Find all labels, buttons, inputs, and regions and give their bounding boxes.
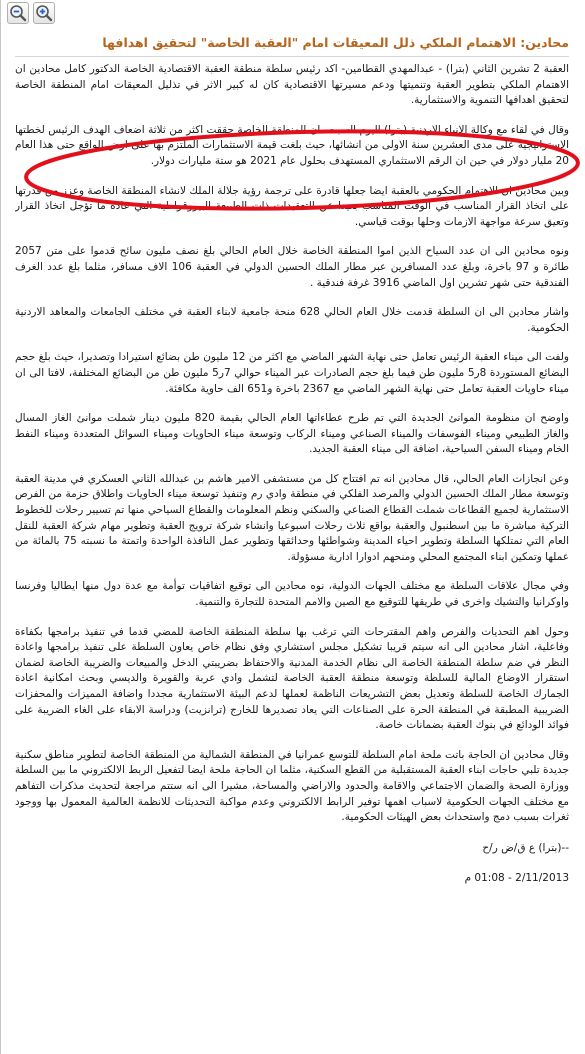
article-paragraph: ولفت الى ميناء العقبة الرئيس تعامل حتى نهاية الشهر الماضي مع اكثر من 12 مليون طن بضائع استيرادا وتصديرا، حيث بلغ حجم البضائع المستوردة 8ر5 مليون طن فيما بلغ حجم الصادرات عبر الميناء حوالي 7ر5 مليون طن من البضائع المختلفة، لافتا الى ان ميناء حاويات العقبة تعامل حتى نهاية الشهر الماضي مع 2367 باخرة و651 الف حاوية مكافئة. [15, 351, 569, 395]
article-paragraph: ونوه محادين الى ان عدد السياح الذين اموا المنطقة الخاصة خلال العام الحالي بلغ نصف مليون سائح قدموا على متن 2057 طائرة و 97 باخرة، وبلغ عدد المسافرين عبر مطار الملك الحسين الدولي في العقبة 106 الاف مسافر، مثلما بلغ عدد الغرف الفندقية حتى شهر تشرين اول الماضي 3916 غرفة فندقية . [15, 245, 569, 289]
article-paragraph: وعن انجازات العام الحالي، قال محادين انه تم افتتاح كل من مستشفى الامير هاشم بن عبدالله الثاني العسكري في مدينة العقبة وتوسعة مطار الملك الحسين الدولي والمرصد الفلكي في منطقة وادي رم وتنفيذ توسعة ميناء الحاويات واطلاق حزمة من الفرص الاستثمارية لجميع القطاعات شملت القطاع الصناعي والسكني ونظم المعلومات والقطاع السياحي منها تم تسيير رحلات للخطوط التركية مباشرة ما بين اسطنبول والعقبة بواقع ثلاث رحلات اسبوعيا وانشاء شركة ترويج العقبة وتطوير مهام شركة العقبة للنقل العام التي تمتلكها السلطة وتطوير احياء المدينة وشواطئها وحدائقها وتطوير عمل النافذة الواحدة واتمتة ما نسبته 75 بالمائة من عملها وتمكين ابناء المجتمع المحلي ومنحهم ادوارا ادارية مسؤولة. [15, 472, 569, 563]
article-paragraph: واوضح ان منظومة الموانئ الجديدة التي تم طرح عطاءاتها العام الحالي بقيمة 820 مليون دينار شملت موانئ الغاز المسال والغاز الطبيعي وميناء الفوسفات والميناء الصناعي وميناء الركاب وتوسعة ميناء الحاويات وميناء السوائل المتعددة وميناء النفط الخام وميناء السفن السياحية، اضافة الى ميناء العقبة الجديد. [15, 412, 569, 456]
article-paragraph: وحول اهم التحديات والفرص واهم المقترحات التي ترغب بها سلطة المنطقة الخاصة للمضي قدما في تنفيذ برامجها بكفاءة وفاعلية، اشار محادين الى انه سيتم قريبا تشكيل مجلس استشاري وفق نظام خاص يعاون السلطة على تنفيذ برامجها واعادة النظر في ضم سلطة المنطقة الخاصة الى نظام الخدمة المدنية والاحتفاظ بضريبتي الدخل والمبيعات والضريبة الخاصة لضمان استقرار الاوضاع المالية للسلطة وتوسعة منطقة العقبة الخاصة لتشمل وادي عربة والقويرة والديسي وبحث امكانية اعادة الجمارك الخاصة للسلطة وتعديل بعض التشريعات الناظمة لعملها لدعم البيئة الاستثمارية مجددا واضافة المميزات والمحفزات الضريبية المطبقة في المنطقة الحرة على الصناعات التي يعاد تصديرها للخارج (ترانزيت) ودراسة الابقاء على الغاء الضريبة على فوائد الودائع في بنوك العقبة بضمانات خاصة. [15, 625, 569, 732]
article-body [15, 62, 569, 1048]
article-paragraph: العقبة 2 تشرين الثاني (بترا) - عبدالمهدي القطامين- اكد رئيس سلطة منطقة العقبة الاقتصادية الخاصة الدكتور كامل محادين ان الاهتمام الملكي بتطوير العقبة وتنميتها ودعم مسيرتها الاقتصادية كان له كبير الاثر في تذليل المعيقات امام المنطقة الخاصة لتحقيق اهدافها التنموية والاستثمارية. [15, 63, 569, 107]
article-signature: --(بترا) ع ق/ض ر/ح [482, 841, 569, 854]
article-timestamp: 2/11/2013 - 01:08 م [464, 871, 569, 884]
zoom-out-button[interactable] [7, 2, 29, 24]
article-paragraph: وقال محادين ان الحاجة باتت ملحة امام السلطة للتوسع عمرانيا في المنطقة الشمالية من المنطقة الخاصة لتطوير مناطق سكنية جديدة تلبي حاجات ابناء العقبة المستقبلية من القطع السكنية، مثلما ان الحاجة ملحة ايضا لتفعيل الربط الالكتروني ما بين السلطة ووزارة الصحة والضمان الاجتماعي والاقامة والحدود والاراضي والمساحة، مشيرا الى انه ستتم مراجعة لتحديث مذكرات التفاهم مع مختلف الجهات الحكومية لاسباب اهمها توفير الرابط الالكتروني وعدم مواكبة التحديثات للانظمة العالمية المعمول بها ووجود ثغرات بسبب دمج واستحداث بعض الهيئات الحكومية. [15, 748, 569, 824]
article-title: محادين: الاهتمام الملكي ذلل المعيقات امام "العقبة الخاصة" لتحقيق اهدافها [15, 34, 569, 57]
article-paragraph: وبين محادين ان الاهتمام الحكومي بالعقبة ايضا جعلها قادرة على ترجمة رؤية جلالة الملك لانشاء المنطقة الخاصة وعزز من قدرتها على اتخاذ القرار المناسب في الوقت المناسب بعيدا عن التعقيدات ذات الطبيعة البيروقراطية التي عادة ما تؤجل اتخاذ القرار وتعيق سرعة مواجهة الازمات وحلها بوقت قياسي. [15, 184, 569, 228]
article-paragraph: واشار محادين الى ان السلطة قدمت خلال العام الحالي 628 منحة جامعية لابناء العقبة في مختلف الجامعات والمعاهد الاردنية الحكومية. [15, 306, 569, 334]
zoom-toolbar [7, 2, 55, 28]
zoom-out-magnifier-icon [9, 4, 27, 22]
zoom-in-button[interactable] [33, 2, 55, 24]
article-paragraph: وفي مجال علاقات السلطة مع مختلف الجهات الدولية، نوه محادين الى توقيع اتفاقيات توأمة مع عدة دول منها ايطاليا وفرنسا واوكرانيا والتشيك واخرى في طريقها للتوقيع مع الصين والامم المتحدة للتجارة والتنمية. [15, 580, 569, 609]
article-paragraph: وقال في لقاء مع وكالة الانباء الاردنية (بترا) اليوم السبت، ان المنطقة الخاصة حققت اكثر من ثلاثة اضعاف الهدف الرئيس لخطتها الاستراتيجية على مدى العشرين سنة الاولى من انشائها، حيث بلغت قيمة الاستثمارات الملتزم بها على ارض الواقع حتى هذا العام 20 مليار دولار في حين ان الرقم الاستثماري المستهدف بحلول عام 2021 هو ستة مليارات دولار. [15, 123, 569, 167]
zoom-in-magnifier-icon [35, 4, 53, 22]
